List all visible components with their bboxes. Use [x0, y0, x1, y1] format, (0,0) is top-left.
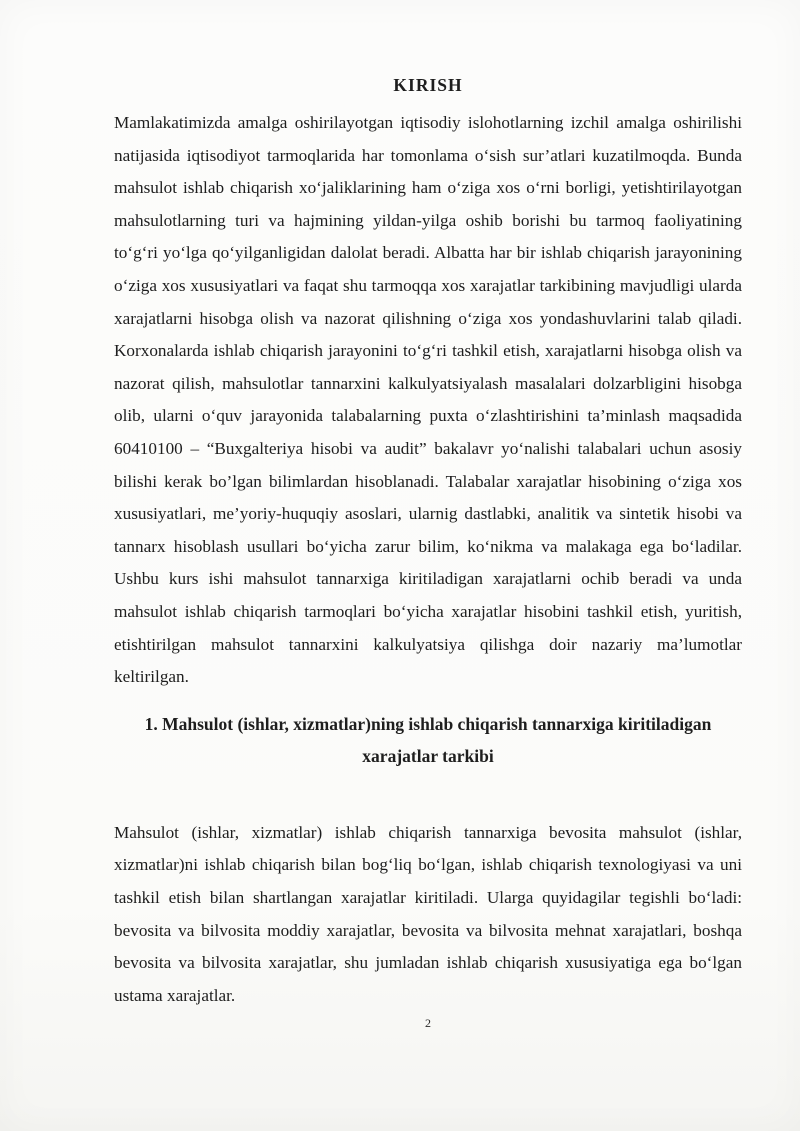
page-number: 2 — [425, 1016, 431, 1031]
section-heading: 1. Mahsulot (ishlar, xizmatlar)ning ishlab chiqarish tannarxiga kiritiladigan xarajatlar tarkibi — [144, 713, 712, 767]
page-title: KIRISH — [393, 75, 463, 95]
section-paragraph: Mahsulot (ishlar, xizmatlar) ishlab chiqarish tannarxiga bevosita mahsulot (ishlar, xizmatlar)ni ishlab chiqarish bilan bog‘liq bo‘lgan, ishlab chiqarish texnologiyasi va uni tashkil etish bilan shartlangan xarajatlar kiritiladi. Ularga quyidagilar tegishli bo‘ladi: bevosita va bilvosita moddiy xarajatlar, bevosita va bilvosita mehnat xarajatlari, boshqa bevosita va bilvosita xarajatlar, shu jumladan ishlab chiqarish xususiyatiga ega bo‘lgan ustama xarajatlar. — [114, 822, 742, 1005]
text-block — [114, 70, 742, 1032]
intro-paragraph: Mamlakatimizda amalga oshirilayotgan iqtisodiy islohotlarning izchil amalga oshirilishi natijasida iqtisodiyot tarmoqlarida har tomonlama o‘sish sur’atlari kuzatilmoqda. Bunda mahsulot ishlab chiqarish xo‘jaliklarining ham o‘ziga xos o‘rni borligi, yetishtirilayotgan mahsulotlarning turi va hajmining yildan-yilga oshib borishi bu tarmoq faoliyatining to‘g‘ri yo‘lga qo‘yilganligidan dalolat beradi. Albatta har bir ishlab chiqarish jarayonining o‘ziga xos xususiyatlari va faqat shu tarmoqqa xos xarajatlar tarkibining mavjudligi ularda xarajatlarni hisobga olish va nazorat qilishning o‘ziga xos yondashuvlarini talab qiladi. Korxonalarda ishlab chiqarish jarayonini to‘g‘ri tashkil etish, xarajatlarni hisobga olish va nazorat qilish, mahsulotlar tannarxini kalkulyatsiyalash masalalari dolzarbligini hisobga olib, ularni o‘quv jarayonida talabalarning puxta o‘zlashtirishini ta’minlash maqsadida 60410100 – “Buxgalteriya hisobi va audit” bakalavr yo‘nalishi talabalari uchun asosiy bilishi kerak bo’lgan bilimlardan hisoblanadi. Talabalar xarajatlar hisobining o‘ziga xos xususiyatlari, me’yoriy-huquqiy asoslari, ularnig dastlabki, analitik va sintetik hisobi va tannarx hisoblash usullari bo‘yicha zarur bilim, ko‘nikma va malakaga ega bo‘ladilar. Ushbu kurs ishi mahsulot tannarxiga kiritiladigan xarajatlarni ochib beradi va unda mahsulot ishlab chiqarish tarmoqlari bo‘yicha xarajatlar hisobini tashkil etish, yuritish, etishtirilgan mahsulot tannarxini kalkulyatsiya qilishga doir nazariy ma’lumotlar keltirilgan. — [114, 113, 742, 687]
